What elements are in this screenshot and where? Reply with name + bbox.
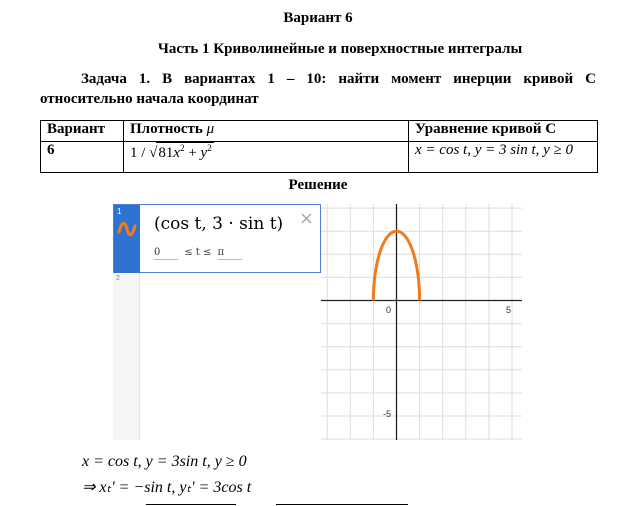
domain-upper-input[interactable]: π [218,247,242,260]
header-curve-equation: Уравнение кривой С [409,121,598,142]
close-icon[interactable]: × [298,208,314,229]
table-header-row [41,121,598,142]
task-statement-line-2: относительно начала координат [40,91,259,107]
parametric-expression[interactable]: (cos t, 3 · sin t) [154,214,284,234]
cell-curve-equation: x = cos t, y = 3 sin t, y ≥ 0 [409,142,598,173]
cell-variant: 6 [41,142,124,173]
graph-area[interactable] [321,204,522,440]
sqrt-sign: √ [149,145,158,161]
variant-title: Вариант 6 [283,10,353,26]
row-number: 2 [116,275,120,282]
table-row [41,142,598,173]
x-tick-label: 5 [506,305,512,315]
solution-label: Решение [288,177,348,193]
density-symbol: μ [206,121,215,137]
curve-color-icon[interactable] [117,219,137,239]
underline-rule [276,504,408,505]
header-density [124,121,409,142]
y-tick-label: -5 [383,409,392,419]
graph-canvas[interactable] [321,204,522,440]
density-prefix: 1 / [130,145,150,161]
task-statement-line-1: Задача 1. В вариантах 1 – 10: найти момент инерции кривой С [81,71,596,87]
header-variant: Вариант [41,121,124,142]
cell-density [124,142,409,173]
parameter-domain [154,247,242,260]
underline-rule [146,504,236,505]
expression-row[interactable] [113,204,321,273]
domain-inequality: ≤ t ≤ [184,247,212,258]
empty-row-strip [113,273,140,440]
header-density-label: Плотность [130,121,203,137]
part-title: Часть 1 Криволинейные и поверхностные интегралы [157,41,523,57]
solution-equation-2: ⇒ xₜ' = −sin t, yₜ' = 3cos t [82,479,252,496]
desmos-expression-panel [113,204,321,440]
solution-equation-1: x = cos t, y = 3sin t, y ≥ 0 [82,453,247,470]
row-number-strip [114,205,140,273]
expression-list [113,204,321,440]
origin-label: 0 [386,305,392,315]
density-radicand: $81x^2 + y^2$ [158,143,212,161]
row-number: 1 [117,207,122,216]
task-table [40,120,598,173]
domain-lower-input[interactable]: 0 [154,247,178,260]
